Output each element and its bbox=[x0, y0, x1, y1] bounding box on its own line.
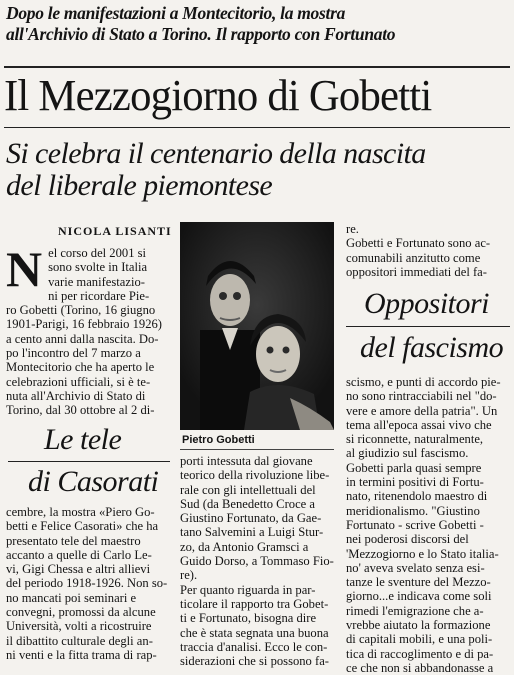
text-line: Fortunato - scrive Gobetti - bbox=[346, 517, 484, 532]
text-line: sono svolte in Italia bbox=[48, 260, 148, 275]
kicker-line-1: Dopo le manifestazioni a Montecitorio, la mostra bbox=[6, 3, 346, 23]
text-line: po l'incontro del 7 marzo a bbox=[6, 346, 141, 361]
pull-quote-right-rule bbox=[346, 326, 510, 327]
text-line: scismo, e punti di accordo pie- bbox=[346, 375, 501, 389]
column-2-bottom-text bbox=[180, 454, 338, 668]
text-line: celebrazioni ufficiali, si è te- bbox=[6, 374, 151, 389]
text-line: 'Mezzogiorno e lo Stato italia- bbox=[346, 546, 499, 561]
text-line: al giudizio sul fascismo. bbox=[346, 446, 469, 461]
column-2-bottom bbox=[180, 454, 338, 668]
text-line: Sud (da Benedetto Croce a bbox=[180, 496, 315, 511]
text-line: Montecitorio che ha aperto le bbox=[6, 360, 155, 375]
column-1-bottom-text bbox=[6, 505, 172, 662]
text-line: vere e amore della patria". Un bbox=[346, 403, 498, 418]
text-line: nato, ritenendolo maestro di bbox=[346, 489, 488, 504]
portrait-photo bbox=[180, 222, 334, 430]
text-line: 1901-Parigi, 16 febbraio 1926) bbox=[6, 317, 162, 332]
headline-rule bbox=[4, 127, 510, 128]
text-line: rimedi l'emigrazione che a- bbox=[346, 603, 484, 618]
text-line: a cento anni dalla nascita. Do- bbox=[6, 331, 159, 346]
text-line: el corso del 2001 si bbox=[48, 246, 147, 260]
column-3-top bbox=[346, 222, 510, 279]
text-line: Per quanto riguarda in par- bbox=[180, 582, 316, 597]
headline: Il Mezzogiorno di Gobetti bbox=[4, 71, 432, 120]
text-line: giorno...e indicava come soli bbox=[346, 589, 492, 604]
text-line: porti intessuta dal giovane bbox=[180, 454, 313, 468]
text-line: no' aveva svelato senza esi- bbox=[346, 560, 485, 575]
text-line: tica di raccoglimento e di pa- bbox=[346, 646, 494, 661]
text-line: no mancati poi seminari e bbox=[6, 590, 137, 605]
text-line: presentato tele del maestro bbox=[6, 533, 141, 548]
kicker-line-2: all'Archivio di Stato a Torino. Il rapporto con Fortunato bbox=[6, 24, 396, 44]
text-line: siderazioni che si possono fa- bbox=[180, 654, 329, 669]
pull-quote-right-2: del fascismo bbox=[360, 331, 504, 364]
text-line: ni per ricordare Pie- bbox=[48, 288, 150, 303]
photo-caption: Pietro Gobetti bbox=[182, 434, 255, 446]
text-line: convegni, promossi da alcune bbox=[6, 605, 156, 620]
text-line: re. bbox=[346, 222, 359, 236]
text-line: tema all'epoca assai vivo che bbox=[346, 417, 492, 432]
portrait-photo-image bbox=[180, 222, 334, 430]
text-line: no sono rintracciabili nel "do- bbox=[346, 389, 497, 404]
text-line: il dibattito culturale degli an- bbox=[6, 633, 153, 648]
text-line: ti e Fortunato, bisogna dire bbox=[180, 611, 317, 626]
text-line: vi, Gigi Chessa e altri allievi bbox=[6, 562, 151, 577]
text-line: teorico della rivoluzione libe- bbox=[180, 468, 330, 483]
top-rule bbox=[4, 66, 510, 68]
text-line: ce che non si abbandonasse a bbox=[346, 660, 494, 675]
column-3-bottom bbox=[346, 375, 510, 675]
byline: NICOLA LISANTI bbox=[58, 224, 172, 238]
text-line: tano Salvemini a Luigi Stur- bbox=[180, 525, 324, 540]
text-line: varie manifestazio- bbox=[48, 274, 145, 289]
text-line: meridionalismo. "Giustino bbox=[346, 503, 480, 518]
pull-quote-right-1: Oppositori bbox=[364, 287, 490, 320]
text-line: Giustino Fortunato, da Gae- bbox=[180, 511, 322, 526]
text-line: nuta all'Archivio di Stato di bbox=[6, 388, 146, 403]
text-line: comunabili anzitutto come bbox=[346, 250, 481, 265]
pull-quote-left-2: di Casorati bbox=[28, 465, 159, 498]
text-line: vrebbe aiutato la formazione bbox=[346, 618, 491, 633]
text-line: ro Gobetti (Torino, 16 giugno bbox=[6, 303, 156, 318]
text-line: accanto a quelle di Carlo Le- bbox=[6, 547, 152, 562]
column-1-top bbox=[6, 241, 172, 418]
text-line: Torino, dal 30 ottobre al 2 di- bbox=[6, 403, 155, 418]
subhead-line-1: Si celebra il centenario della nascita bbox=[6, 137, 426, 170]
text-line: Guido Dorso, a Tommaso Fio- bbox=[180, 554, 334, 569]
subhead bbox=[6, 138, 510, 202]
text-line: rale con gli intellettuali del bbox=[180, 482, 316, 497]
text-line: Università, volti a ricostruire bbox=[6, 619, 152, 634]
column-3-bottom-text bbox=[346, 375, 510, 675]
text-line: Gobetti e Fortunato sono ac- bbox=[346, 236, 491, 251]
text-line: Gobetti parla quasi sempre bbox=[346, 460, 482, 475]
text-line: del periodo 1918-1926. Non so- bbox=[6, 576, 168, 591]
column-3-top-text bbox=[346, 222, 510, 279]
drop-cap: N bbox=[6, 241, 43, 297]
text-line: ticolare il rapporto tra Gobet- bbox=[180, 596, 329, 611]
subhead-line-2: del liberale piemontese bbox=[6, 169, 273, 202]
text-line: cembre, la mostra «Piero Go- bbox=[6, 505, 155, 519]
text-line: ni venti e la fitta trama di rap- bbox=[6, 647, 157, 662]
caption-rule bbox=[180, 449, 334, 450]
text-line: oppositori immediati del fa- bbox=[346, 264, 487, 279]
text-line: in termini positivi di Fortu- bbox=[346, 475, 484, 490]
kicker bbox=[6, 3, 510, 45]
text-line: betti e Felice Casorati» che ha bbox=[6, 519, 159, 534]
text-line: si riconnette, naturalmente, bbox=[346, 432, 484, 447]
text-line: di capitali mobili, e una poli- bbox=[346, 632, 493, 647]
text-line: tanze le sventure del Mezzo- bbox=[346, 575, 491, 590]
column-1-bottom bbox=[6, 505, 172, 662]
pull-quote-left-rule bbox=[8, 461, 170, 462]
text-line: che è stata segnata una buona bbox=[180, 625, 329, 640]
text-line: re). bbox=[180, 568, 198, 583]
text-line: traccia d'analisi. Ecco le con- bbox=[180, 639, 328, 654]
pull-quote-left-1: Le tele bbox=[44, 423, 122, 456]
text-line: zo, da Antonio Gramsci a bbox=[180, 539, 309, 554]
text-line: nei poderosi discorsi del bbox=[346, 532, 469, 547]
